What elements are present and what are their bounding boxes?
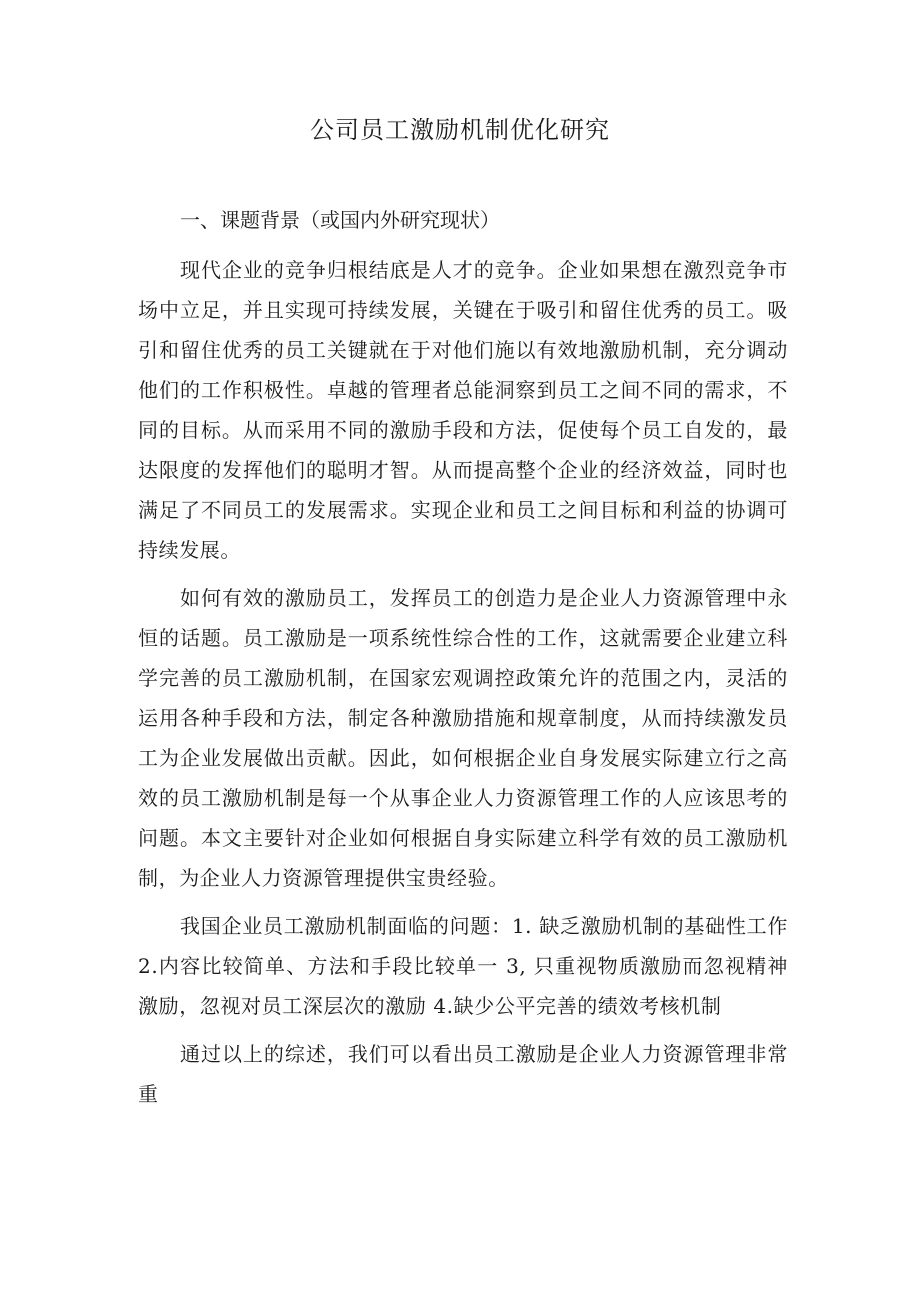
paragraph: 我国企业员工激励机制面临的问题：1. 缺乏激励机制的基础性工作 2.内容比较简单、方法和手段比较单一 3, 只重视物质激励而忽视精神激励，忽视对员工深层次的激励 4.缺少公平完善的绩效考核机制 <box>138 914 788 1018</box>
document-body <box>138 250 788 1122</box>
document-title: 公司员工激励机制优化研究 <box>310 116 610 144</box>
section-heading: 一、课题背景（或国内外研究现状） <box>180 208 500 232</box>
paragraph: 如何有效的激励员工，发挥员工的创造力是企业人力资源管理中永恒的话题。员工激励是一项系统性综合性的工作，这就需要企业建立科学完善的员工激励机制，在国家宏观调控政策允许的范围之内，灵活的运用各种手段和方法，制定各种激励措施和规章制度，从而持续激发员工为企业发展做出贡献。因此，如何根据企业自身发展实际建立行之高效的员工激励机制是每一个从事企业人力资源管理工作的人应该思考的问题。本文主要针对企业如何根据自身实际建立科学有效的员工激励机制，为企业人力资源管理提供宝贵经验。 <box>138 586 788 890</box>
paragraph: 现代企业的竞争归根结底是人才的竞争。企业如果想在激烈竞争市场中立足，并且实现可持续发展，关键在于吸引和留住优秀的员工。吸引和留住优秀的员工关键就在于对他们施以有效地激励机制，充分调动他们的工作积极性。卓越的管理者总能洞察到员工之间不同的需求，不同的目标。从而采用不同的激励手段和方法，促使每个员工自发的，最达限度的发挥他们的聪明才智。从而提高整个企业的经济效益，同时也满足了不同员工的发展需求。实现企业和员工之间目标和利益的协调可持续发展。 <box>138 258 788 562</box>
paragraph: 通过以上的综述，我们可以看出员工激励是企业人力资源管理非常重 <box>138 1042 788 1106</box>
